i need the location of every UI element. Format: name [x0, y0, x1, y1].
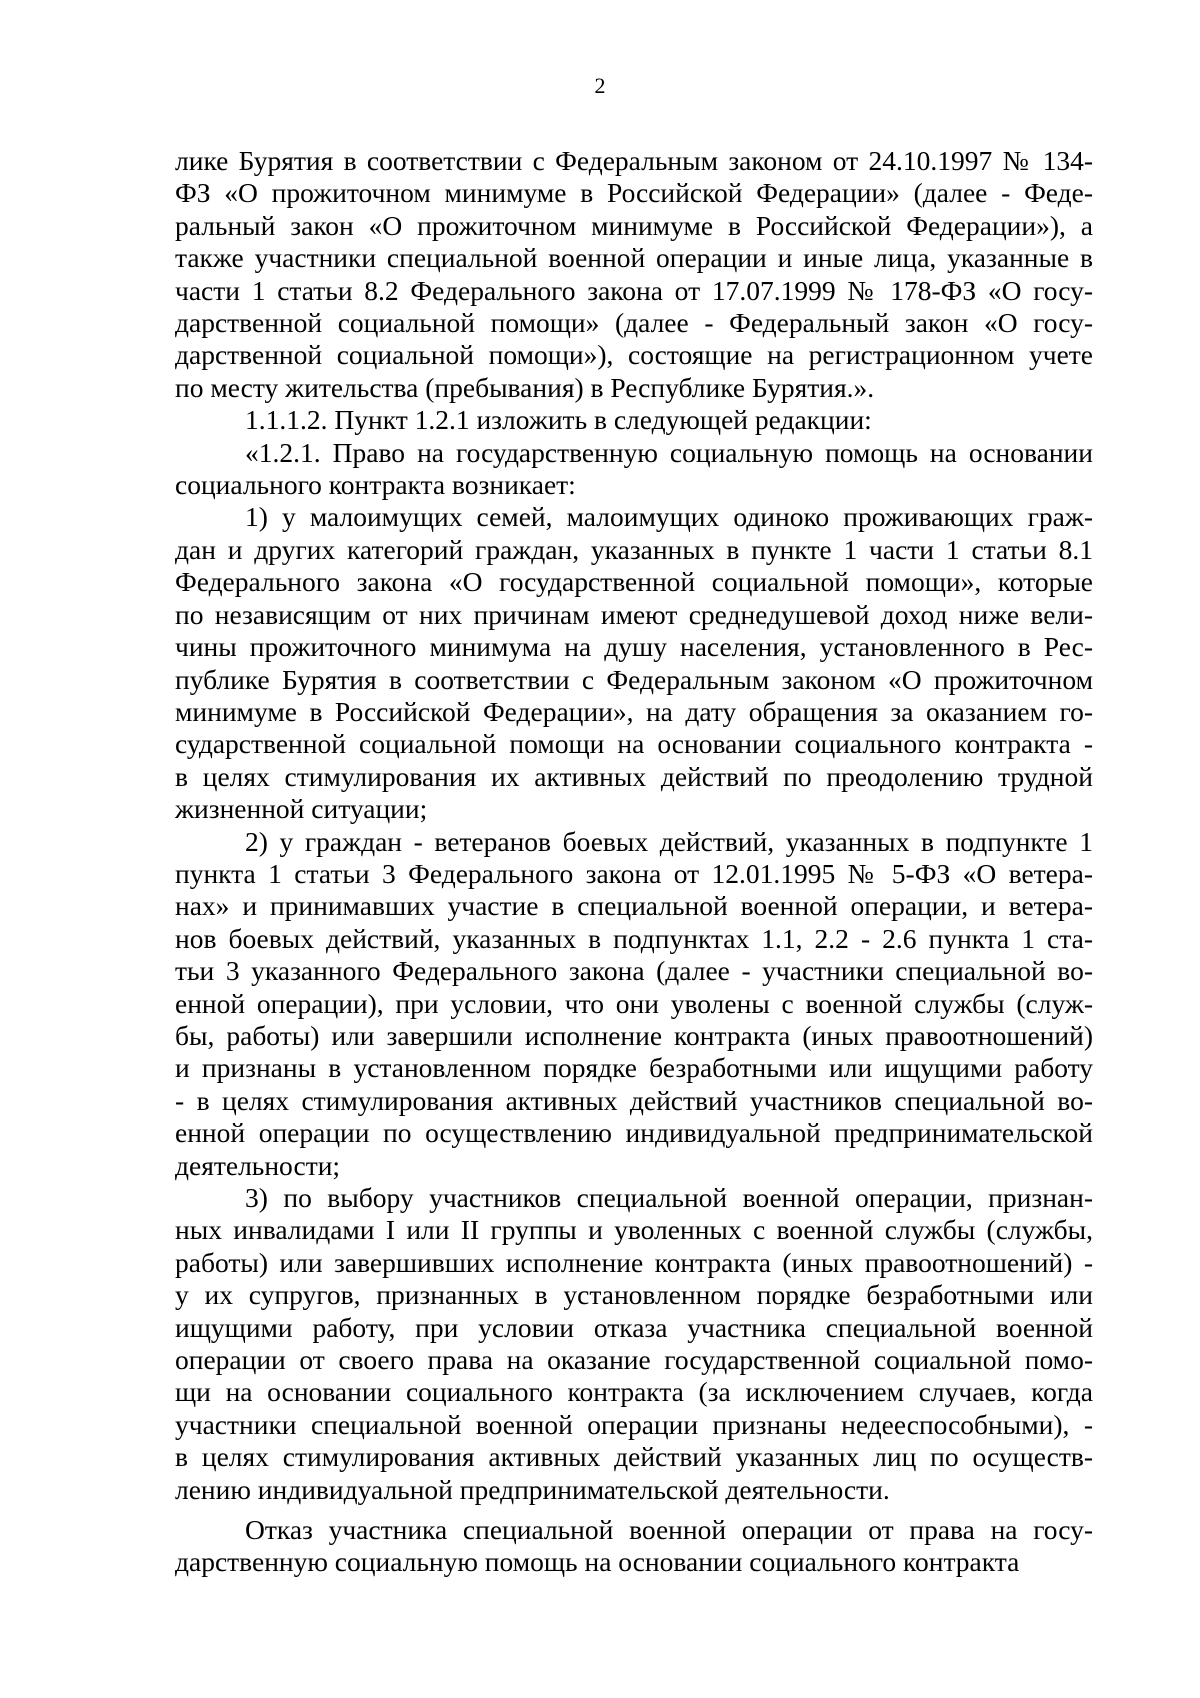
paragraph-p1 [175, 145, 1093, 404]
text-line: части 1 статьи 8.2 Федерального закона от 17.07.1999 № 178-ФЗ «О госу- [175, 274, 1093, 306]
text-line: деятельности; [175, 1149, 341, 1181]
document-body [175, 145, 1093, 1579]
paragraph-p2 [175, 404, 1093, 436]
text-line: Федерального закона «О государственной социальной помощи», которые [175, 566, 1093, 598]
text-line: ральный закон «О прожиточном минимуме в Российской Федерации»), а [175, 209, 1093, 241]
text-line: 1) у малоимущих семей, малоимущих одиноко проживающих граж- [245, 501, 1093, 533]
text-line: щи на основании социального контракта (за исключением случаев, когда [175, 1376, 1093, 1408]
text-line: ищущими работу, при условии отказа участника специальной военной [175, 1311, 1093, 1343]
text-line: участники специальной военной операции признаны недееспособными), - [175, 1408, 1093, 1440]
text-line: чины прожиточного минимума на душу населения, установленного в Рес- [175, 631, 1093, 663]
text-line: и признаны в установленном порядке безработными или ищущими работу [175, 1052, 1093, 1084]
text-line: сударственной социальной помощи на основании социального контракта - [175, 728, 1093, 760]
text-line: в целях стимулирования их активных действий по преодолению трудной [175, 760, 1093, 792]
text-line: тьи 3 указанного Федерального закона (далее - участники специальной во- [175, 955, 1093, 987]
text-line: енной операции по осуществлению индивидуальной предпринимательской [175, 1117, 1093, 1149]
text-line: дарственной социальной помощи» (далее - Федеральный закон «О госу- [175, 307, 1093, 339]
text-line: 2) у граждан - ветеранов боевых действий, указанных в подпункте 1 [245, 825, 1093, 857]
page-number: 2 [594, 73, 606, 98]
text-line: минимуме в Российской Федерации», на дату обращения за оказанием го- [175, 695, 1093, 727]
text-line: ФЗ «О прожиточном минимуме в Российской Федерации» (далее - Феде- [175, 177, 1093, 209]
text-line: в целях стимулирования активных действий указанных лиц по осуществ- [175, 1441, 1093, 1473]
paragraph-p5 [175, 826, 1093, 1182]
text-line: - в целях стимулирования активных действий участников специальной во- [175, 1084, 1093, 1116]
text-line: дан и других категорий граждан, указанных в пункте 1 части 1 статьи 8.1 [175, 533, 1093, 565]
text-line: бы, работы) или завершили исполнение контракта (иных правоотношений) [175, 1019, 1093, 1051]
paragraph-p6 [175, 1182, 1093, 1506]
text-line: у их супругов, признанных в установленном порядке безработными или [175, 1279, 1093, 1311]
text-line: дарственной социальной помощи»), состоящие на регистрационном учете [175, 339, 1093, 371]
text-line: енной операции), при условии, что они уволены с военной службы (служ- [175, 987, 1093, 1019]
text-line: также участники специальной военной операции и иные лица, указанные в [175, 242, 1093, 274]
text-line: по независящим от них причинам имеют среднедушевой доход ниже вели- [175, 598, 1093, 630]
text-line: лению индивидуальной предпринимательской деятельности. [175, 1473, 890, 1505]
text-line: по месту жительства (пребывания) в Республике Бурятия.». [175, 371, 875, 403]
text-line: нах» и принимавших участие в специальной военной операции, и ветера- [175, 890, 1093, 922]
text-line: нов боевых действий, указанных в подпунктах 1.1, 2.2 - 2.6 пункта 1 ста- [175, 922, 1093, 954]
paragraph-p7 [175, 1514, 1093, 1579]
text-line: Отказ участника специальной военной операции от права на госу- [245, 1514, 1093, 1546]
text-line: социального контракта возникает: [175, 469, 576, 501]
paragraph-p4 [175, 501, 1093, 825]
text-line: «1.2.1. Право на государственную социальную помощь на основании [245, 436, 1093, 468]
text-line: пункта 1 статьи 3 Федерального закона от 12.01.1995 № 5-ФЗ «О ветера- [175, 857, 1093, 889]
text-line: жизненной ситуации; [175, 793, 428, 825]
text-line: публике Бурятия в соответствии с Федеральным законом «О прожиточном [175, 663, 1093, 695]
text-line: 1.1.1.2. Пункт 1.2.1 изложить в следующей редакции: [245, 404, 872, 436]
text-line: дарственную социальную помощь на основании социального контракта [175, 1546, 1020, 1578]
text-line: лике Бурятия в соответствии с Федеральным законом от 24.10.1997 № 134- [175, 145, 1093, 176]
text-line: операции от своего права на оказание государственной социальной помо- [175, 1344, 1093, 1376]
text-line: 3) по выбору участников специальной военной операции, признан- [245, 1182, 1093, 1213]
text-line: ных инвалидами I или II группы и уволенных с военной службы (службы, [175, 1214, 1093, 1246]
paragraph-p3 [175, 437, 1093, 502]
text-line: работы) или завершивших исполнение контракта (иных правоотношений) - [175, 1246, 1093, 1278]
